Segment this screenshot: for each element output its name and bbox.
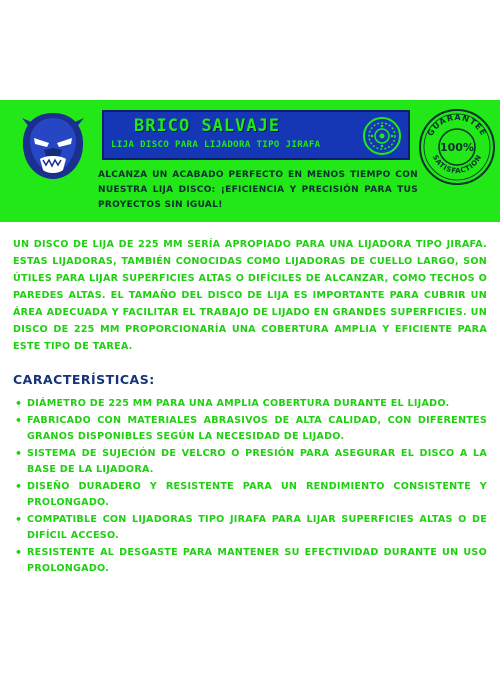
- tagline: ALCANZA UN ACABADO PERFECTO EN MENOS TIEMPO CON NUESTRA LIJA DISCO: ¡EFICIENCIA Y PRECISIÓN PARA TUS PROYECTOS SIN IGUAL!: [98, 170, 418, 210]
- feature-item: • SISTEMA DE SUJECIÓN DE VELCRO O PRESIÓN PARA ASEGURAR EL DISCO A LA BASE DE LA LIJADORA.: [13, 446, 487, 479]
- feature-item: • FABRICADO CON MATERIALES ABRASIVOS DE ALTA CALIDAD, CON DIFERENTES GRANOS DISPONIBLES SEGÚN LA NECESIDAD DE LIJADO.: [13, 413, 487, 446]
- guarantee-seal: [418, 108, 496, 186]
- title-box: [102, 110, 410, 160]
- features-title: CARACTERÍSTICAS:: [13, 372, 155, 387]
- features-list: [13, 396, 487, 578]
- feature-item: • COMPATIBLE CON LIJADORAS TIPO JIRAFA PARA LIJAR SUPERFICIES ALTAS O DE DIFÍCIL ACCESO.: [13, 512, 487, 545]
- brand-name: BRICO SALVAJE: [134, 116, 281, 136]
- gorilla-logo-icon: [18, 110, 88, 182]
- seal-bottom-text: SATISFACTION: [430, 153, 484, 176]
- seal-center-text: 100%: [440, 141, 474, 154]
- feature-item: • DISEÑO DURADERO Y RESISTENTE PARA UN RENDIMIENTO CONSISTENTE Y PROLONGADO.: [13, 479, 487, 512]
- sanding-disc-icon: [362, 116, 402, 156]
- feature-item: • RESISTENTE AL DESGASTE PARA MANTENER SU EFECTIVIDAD DURANTE UN USO PROLONGADO.: [13, 545, 487, 578]
- feature-item: • DIÁMETRO DE 225 MM PARA UNA AMPLIA COBERTURA DURANTE EL LIJADO.: [13, 396, 487, 413]
- seal-top-text: GUARANTEE: [425, 112, 489, 138]
- intro-paragraph: UN DISCO DE LIJA DE 225 MM SERÍA APROPIADO PARA UNA LIJADORA TIPO JIRAFA. ESTAS LIJADORAS, TAMBIÉN CONOCIDAS COMO LIJADORAS DE CUELLO LARGO, SON ÚTILES PARA LIJAR SUPERFICIES ALTAS O DIFÍCILES DE ALCANZAR, COMO TECHOS O PAREDES ALTAS. EL TAMAÑO DEL DISCO DE LIJA ES IMPORTANTE PARA CUBRIR UN ÁREA ADECUADA Y FACILITAR EL TRABAJO DE LIJADO EN GRANDES SUPERFICIES. UN DISCO DE 225 MM PROPORCIONARÍA UNA COBERTURA AMPLIA Y EFICIENTE PARA ESTE TIPO DE TAREA.: [13, 239, 487, 352]
- product-subtitle: LIJA DISCO PARA LIJADORA TIPO JIRAFA: [111, 140, 321, 150]
